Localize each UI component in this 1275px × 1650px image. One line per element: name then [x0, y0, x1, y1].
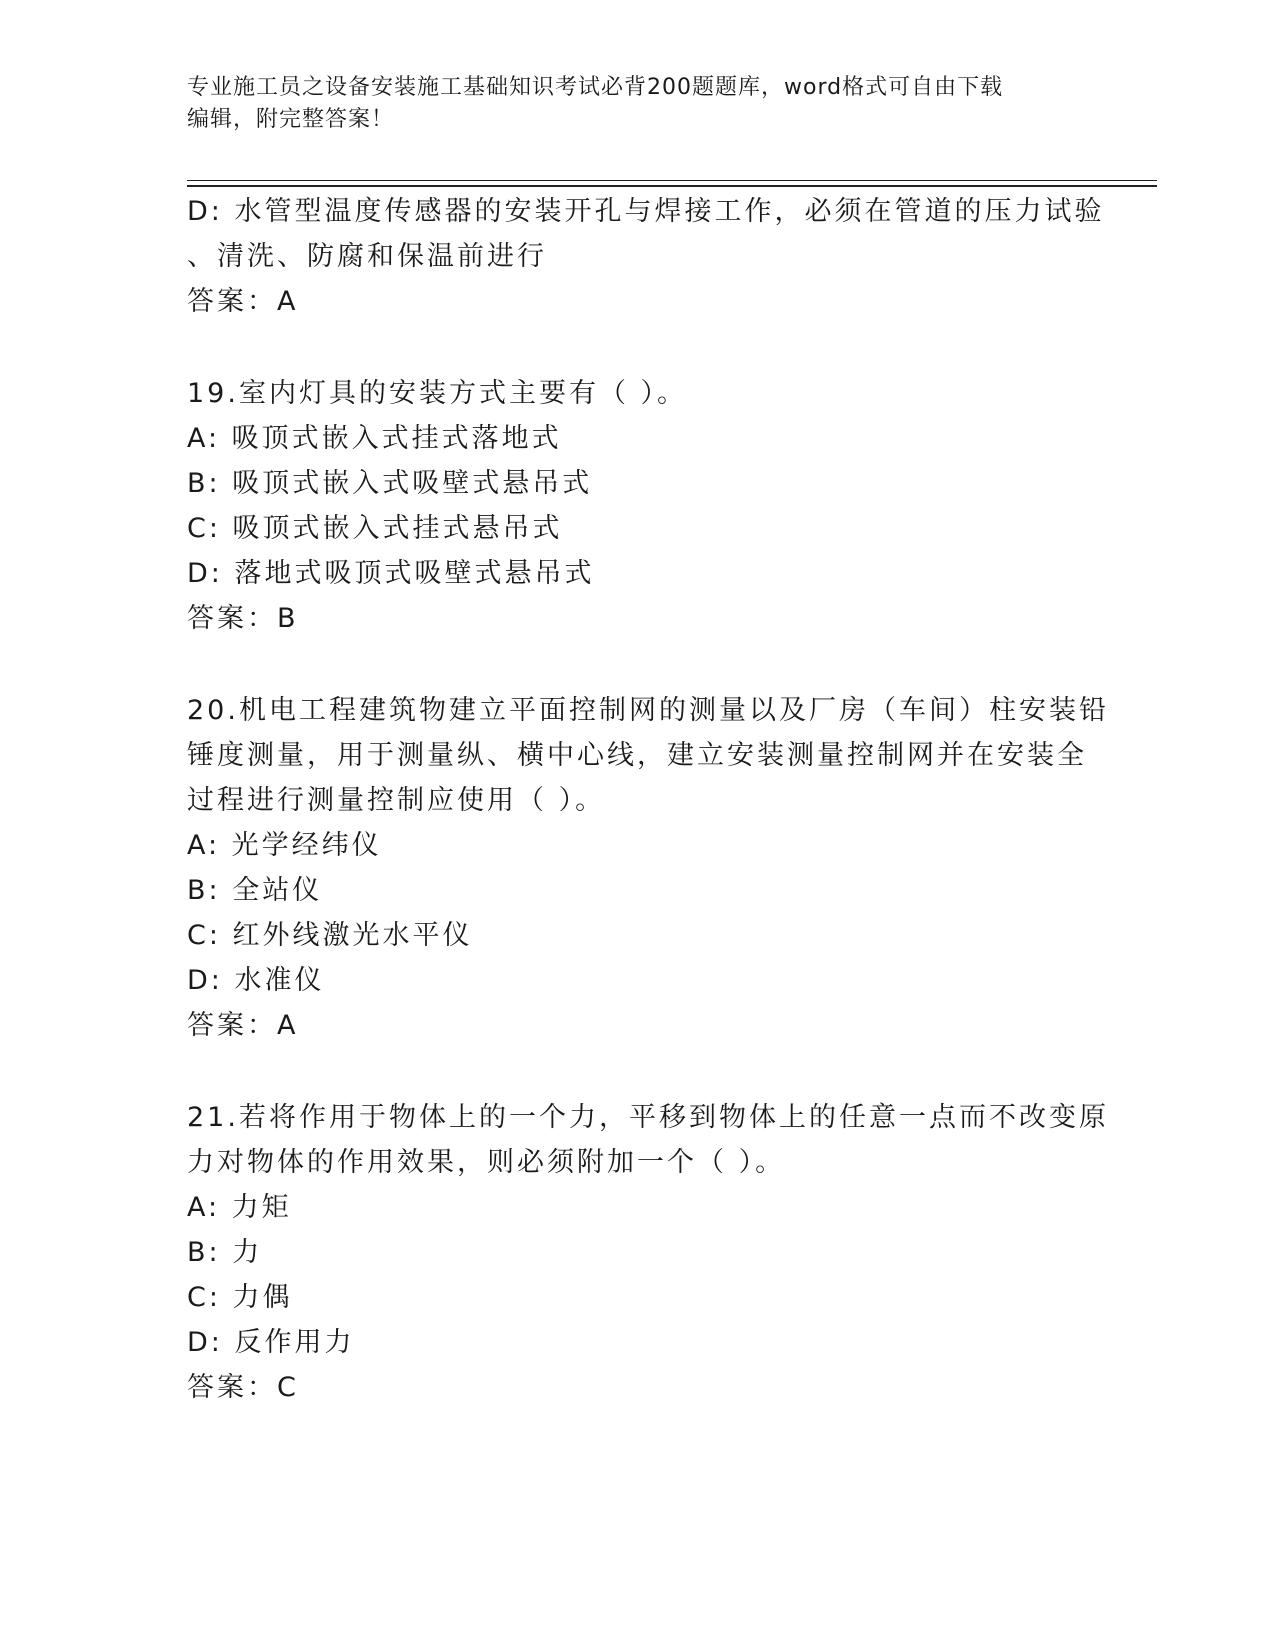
question-stem-continued: 过程进行测量控制应使用（ ）。: [187, 785, 606, 816]
option-c: C: 力偶: [187, 1282, 293, 1313]
option-b: B: 全站仪: [187, 875, 323, 906]
question-stem: 19.室内灯具的安装方式主要有（ ）。: [187, 378, 688, 409]
option-b: B: 力: [187, 1237, 263, 1268]
header-title-line-1: 专业施工员之设备安装施工基础知识考试必背200题题库，word格式可自由下载: [187, 75, 1004, 100]
answer-line: 答案：B: [187, 603, 299, 634]
option-d: D: 落地式吸顶式吸壁式悬吊式: [187, 558, 595, 589]
header-title-line-2: 编辑，附完整答案！: [187, 107, 395, 132]
option-d-continued: 、清洗、防腐和保温前进行: [187, 241, 547, 272]
option-a: A: 吸顶式嵌入式挂式落地式: [187, 423, 562, 454]
document-body: [187, 189, 1109, 1410]
question-stem: 21.若将作用于物体上的一个力，平移到物体上的任意一点而不改变原: [187, 1102, 1109, 1133]
header-divider: [187, 180, 1157, 187]
option-b: B: 吸顶式嵌入式吸壁式悬吊式: [187, 468, 593, 499]
option-c: C: 吸顶式嵌入式挂式悬吊式: [187, 513, 563, 544]
option-c: C: 红外线激光水平仪: [187, 920, 473, 951]
question-19: [187, 371, 1087, 641]
question-21: [187, 1095, 1109, 1410]
question-18-continuation: [187, 189, 1105, 324]
answer-line: 答案：C: [187, 1372, 299, 1403]
spacer: [187, 1048, 1087, 1095]
option-d: D: 水管型温度传感器的安装开孔与焊接工作，必须在管道的压力试验: [187, 196, 1105, 227]
question-stem-continued: 力对物体的作用效果，则必须附加一个（ ）。: [187, 1147, 786, 1178]
answer-line: 答案：A: [187, 286, 299, 317]
option-d: D: 反作用力: [187, 1327, 355, 1358]
page-header: [187, 72, 1077, 136]
question-20: [187, 688, 1109, 1048]
option-a: A: 光学经纬仪: [187, 830, 382, 861]
option-a: A: 力矩: [187, 1192, 292, 1223]
question-stem: 20.机电工程建筑物建立平面控制网的测量以及厂房（车间）柱安装铅: [187, 695, 1109, 726]
option-d: D: 水准仪: [187, 965, 325, 996]
question-stem-continued: 锤度测量，用于测量纵、横中心线，建立安装测量控制网并在安装全: [187, 740, 1087, 771]
spacer: [187, 324, 1087, 371]
answer-line: 答案：A: [187, 1010, 299, 1041]
spacer: [187, 641, 1087, 688]
